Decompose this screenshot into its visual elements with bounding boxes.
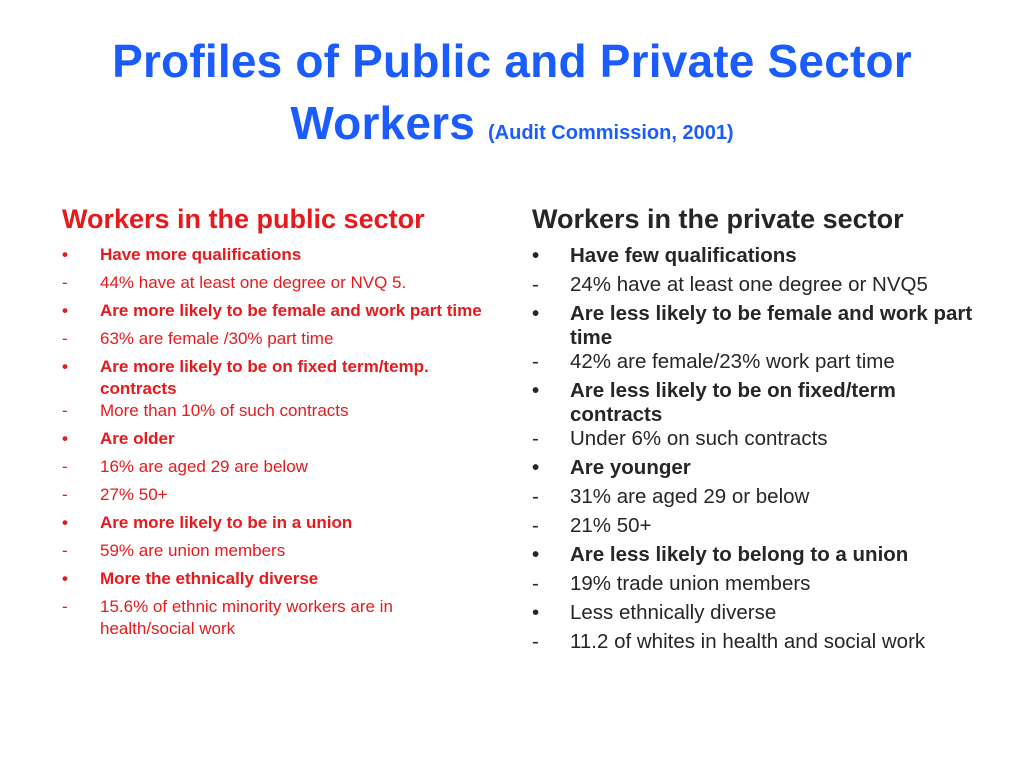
public-list-item: [62, 568, 492, 596]
dash-marker: -: [62, 541, 68, 560]
dash-marker: -: [62, 457, 68, 476]
bullet-marker: •: [532, 601, 540, 624]
dash-marker: -: [62, 329, 68, 348]
private-list-item: [532, 485, 982, 514]
public-list-item: [62, 272, 492, 300]
dash-marker: -: [62, 597, 68, 616]
bullet-marker: •: [62, 245, 68, 264]
public-list-item: [62, 356, 492, 400]
private-item-text: Are less likely to be on fixed/term contracts: [570, 379, 896, 426]
private-item-text: 11.2 of whites in health and social work: [570, 630, 926, 653]
dash-marker: -: [532, 514, 539, 537]
bullet-marker: •: [62, 357, 68, 376]
private-list-item: [532, 427, 982, 456]
public-list-item: [62, 328, 492, 356]
public-list-item: [62, 484, 492, 512]
private-list-item: [532, 514, 982, 543]
public-list-item: [62, 428, 492, 456]
bullet-marker: •: [532, 543, 540, 566]
private-sector-heading: Workers in the private sector: [532, 204, 904, 234]
bullet-marker: •: [62, 429, 68, 448]
private-item-text: Have few qualifications: [570, 244, 797, 267]
private-list-item: [532, 350, 982, 379]
private-item-text: Are less likely to belong to a union: [570, 543, 909, 566]
dash-marker: -: [532, 572, 539, 595]
public-list-item: [62, 400, 492, 428]
public-sector-heading: Workers in the public sector: [62, 204, 425, 234]
title-line-2: [0, 92, 1024, 164]
private-item-text: Less ethnically diverse: [570, 601, 777, 624]
private-item-text: 42% are female/23% work part time: [570, 350, 895, 373]
public-list-item: [62, 540, 492, 568]
public-item-text: Have more qualifications: [100, 245, 302, 264]
bullet-marker: •: [62, 569, 68, 588]
dash-marker: -: [532, 350, 539, 373]
bullet-marker: •: [532, 379, 540, 402]
private-item-text: 21% 50+: [570, 514, 652, 537]
public-list-item: [62, 512, 492, 540]
public-item-text: Are more likely to be in a union: [100, 513, 353, 532]
public-item-text: 44% have at least one degree or NVQ 5.: [100, 273, 407, 292]
public-item-text: 63% are female /30% part time: [100, 329, 334, 348]
title-line-1: Profiles of Public and Private Sector: [112, 35, 912, 87]
slide-title: [0, 30, 1024, 164]
private-sector-list: [532, 244, 982, 659]
bullet-marker: •: [532, 302, 540, 325]
title-workers: Workers: [290, 97, 476, 149]
public-item-text: 15.6% of ethnic minority workers are in health/social work: [100, 597, 393, 638]
public-item-text: Are older: [100, 429, 175, 448]
dash-marker: -: [532, 273, 539, 296]
private-item-text: Are less likely to be female and work part time: [570, 302, 973, 349]
public-item-text: 59% are union members: [100, 541, 286, 560]
dash-marker: -: [62, 273, 68, 292]
public-list-item: [62, 244, 492, 272]
public-list-item: [62, 456, 492, 484]
dash-marker: -: [62, 485, 68, 504]
public-sector-column: [62, 200, 492, 640]
public-item-text: Are more likely to be on fixed term/temp. contracts: [100, 357, 429, 398]
private-list-item: [532, 302, 982, 350]
private-list-item: [532, 456, 982, 485]
title-citation: (Audit Commission, 2001): [488, 122, 734, 144]
private-list-item: [532, 572, 982, 601]
private-list-item: [532, 543, 982, 572]
private-item-text: Are younger: [570, 456, 691, 479]
private-list-item: [532, 601, 982, 630]
public-item-text: 16% are aged 29 are below: [100, 457, 308, 476]
private-item-text: Under 6% on such contracts: [570, 427, 828, 450]
private-item-text: 19% trade union members: [570, 572, 811, 595]
public-item-text: Are more likely to be female and work part time: [100, 301, 482, 320]
private-list-item: [532, 273, 982, 302]
public-list-item: [62, 596, 492, 640]
private-sector-column: [532, 200, 982, 659]
public-item-text: 27% 50+: [100, 485, 168, 504]
bullet-marker: •: [532, 244, 540, 267]
private-item-text: 24% have at least one degree or NVQ5: [570, 273, 928, 296]
dash-marker: -: [532, 630, 539, 653]
private-list-item: [532, 630, 982, 659]
dash-marker: -: [532, 485, 539, 508]
dash-marker: -: [532, 427, 539, 450]
private-item-text: 31% are aged 29 or below: [570, 485, 810, 508]
public-item-text: More the ethnically diverse: [100, 569, 319, 588]
private-list-item: [532, 379, 982, 427]
bullet-marker: •: [532, 456, 540, 479]
bullet-marker: •: [62, 301, 68, 320]
bullet-marker: •: [62, 513, 68, 532]
public-sector-list: [62, 244, 492, 640]
dash-marker: -: [62, 401, 68, 420]
private-list-item: [532, 244, 982, 273]
public-item-text: More than 10% of such contracts: [100, 401, 349, 420]
public-list-item: [62, 300, 492, 328]
